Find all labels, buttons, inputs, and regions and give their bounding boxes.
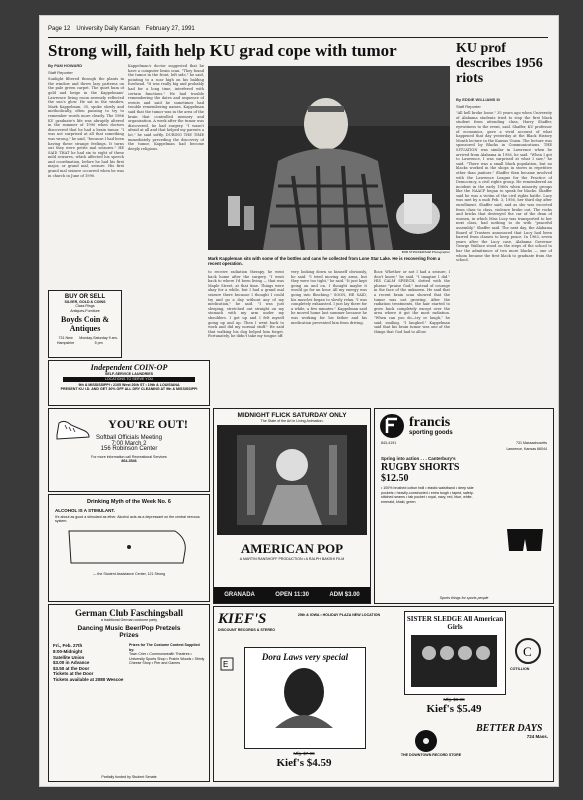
midnight-footer (214, 587, 370, 603)
softball-line3: 156 Robinson Center (100, 446, 158, 453)
francis-product: RUGBY SHORTS (381, 462, 460, 474)
myth-title: Drinking Myth of the Week No. 6 (87, 499, 171, 505)
fasching-sponsors-title: Prizes for The Costume Contest Supplied by: (129, 643, 200, 652)
vinyl-record-icon (414, 729, 438, 753)
fasching-price1: $3.00 in Advance (53, 660, 90, 666)
lead-col-3-text: to receive radiation therapy, he went back home after the surgery. "I went back to where I'd been living — that was Maple Street, at that time. Things were okay for a while, but I had a grand mal seizure there because I thought I could try and go a day without any of my medication," he said. "I was just sleeping, stretched out straight on my stomach with my arm under my shoulders. I got up and I felt myself going up and up. Then I went back to work and did my normal stuff." He said that walking his dog helped him forget. Fortunately, he didn't take my tongue off. (208, 270, 284, 339)
rugby-shorts-icon (505, 527, 545, 553)
lead-col-3 (208, 270, 284, 400)
kiefs-label: COTILLION (510, 667, 530, 671)
softball-line1: Softball Officials Meeting (96, 435, 162, 441)
sneaker-icon (55, 415, 91, 443)
side-byline: By EDDIE WILLIAMS III (456, 98, 500, 102)
midnight-adm: ADM $3.00 (329, 592, 360, 598)
myth-text: It's about as good a stimulant as ether. Alcohol acts as a depressant on the central nervous system. (55, 514, 200, 523)
francis-kind: sporting goods (409, 430, 453, 436)
album2-price: Kief's $5.49 (426, 702, 482, 715)
francis-logo-icon (379, 413, 405, 439)
kiefs-store: KIEF'S (218, 611, 267, 627)
softball-line4: For more information call Recreational Services (91, 454, 167, 459)
side-headline: KU prof describes 1956 riots (456, 41, 543, 86)
svg-text:E: E (223, 660, 229, 669)
photo-credit: BOB STRICKER/Staff Photographer (401, 250, 450, 254)
lead-col-2-text: Kappelman's doctor suggested that he have a computer brain scan. "They found the tumor in the front, left side," he said, pointing to a scar high on his balding forehead. "It was really big and probably had for a long time, interfered with certain functions." He had trouble remembering the dates and sequence of events and said he sometimes had trouble remembering names. Kappelman said that the tumor was in the area of the brain that controlled memory and organization. A week after the tumor was discovered, he had surgery. "I wasn't afraid at all and that helped my parents a lot," he said softly. DURING THE TIME immediately preceding the discovery of the tumor, Kappelman had become deeply religious. (128, 64, 204, 151)
paper-name: University Daily Kansan (76, 26, 140, 32)
page-number: Page 12 (48, 26, 71, 32)
newspaper-page (40, 16, 558, 786)
francis-phone: 843-4191 (381, 441, 397, 445)
myth-claim: ALCOHOL IS A STIMULANT. (55, 508, 115, 513)
ad-kiefs-records (213, 606, 554, 782)
lead-col-1-text: Sunlight filtered through the plants in the window and threw lazy patterns on the pale green carpet. The quiet hum of gold and beige in the Kappelmans' Lawrence living room serenely reflected the sun's glow. He sat in the window, Mark Kappelman, 35, spoke slowly and methodically, often pausing to try to remember words more clearly. The 1986 KU graduate's life was abruptly altered in the summer of 1990 when doctors discovered that he had a brain tumor. "I was not surprised at all that something was wrong," he said, "because I had been having these strange feelings. It turns out they were petite mal seizures." HE SAID THAT he had six to eight of these mild seizures, which affected his speech and coordination, before he had his first major, or grand mal, seizure. His first grand mal seizure occurred when he was in church in June of 1990. (48, 77, 124, 178)
boyds-line4: Antiques-Furniture (70, 308, 100, 313)
lead-col-5-text: floor. Whether or not I had a seizure, I don't know," he said. "I imagine I did." HIS CALM SPEECH, dotted with the phrase "praise God," instead of courage in the face of the unknown. He said that a recent brain scan showed that the tumor was not growing. After the radiation treatments, the hair started to grow back completely except over the area where it got the most radiation. "When can you do—try or laugh," he said, smiling. "I laughed." Kappelman said that his brain tumor was one of the things that God had to allow. (374, 270, 450, 334)
album1-photo (245, 662, 363, 728)
album2-title: SISTER SLEDGE All American Girls (406, 615, 504, 631)
boyds-hours: Monday-Saturday 9 am-5 pm (79, 336, 118, 345)
fasching-date: Fri., Feb. 27th (53, 643, 83, 649)
francis-points: • 100% brushed cotton twill • elastic waistband • deep side pockets • heavily-constructed • extra tough • taped, safety-stitched seams • tab pocket • royal, navy, red, blue, white, emerald, khaki, green (381, 486, 474, 504)
midnight-film: AMERICAN POP (240, 541, 344, 557)
kiefs-tag: DISCOUNT RECORDS & STEREO (218, 628, 276, 632)
movie-poster-image (217, 425, 367, 535)
boyds-address: 731 New Hampshire (56, 336, 75, 345)
midnight-credit: A MARTIN RANSHOFF PRODUCTION • A RALPH BAKSHI FILM (239, 557, 345, 562)
kiefs-downtown: THE DOWNTOWN RECORD STORE (400, 753, 462, 757)
francis-price: $12.50 (381, 473, 409, 485)
kansas-map-image (55, 525, 203, 569)
fasching-tickets: Tickets at the Door (53, 671, 94, 677)
coinop-tag: SELF-SERVICE LAUNDRIES (104, 372, 154, 376)
francis-name: francis (409, 415, 451, 430)
album2-old-price: Mfg. $8.98 (443, 697, 465, 702)
myth-sign: — the Student Assistance Center, 121 Strong (92, 572, 166, 577)
kiefs-location: 25th & IOWA • HOLIDAY PLAZA NEW LOCATION (297, 613, 381, 617)
album2-photo (405, 631, 503, 691)
ad-american-pop (213, 408, 371, 604)
issue-date: February 27, 1991 (145, 26, 195, 32)
francis-city: Lawrence, Kansas 66044 (506, 447, 547, 452)
coinop-promo: PRESENT KU I.D. AND GET 30% OFF ALL DRY CLEANING AT 9th & MISSISSIPPI (60, 387, 198, 392)
coinop-address: 9th & MISSISSIPPI • 2105 West 26th ST • 19th & LOUISIANA (78, 382, 180, 387)
boyds-line3: Class Rings (75, 304, 95, 309)
better-days-address: 724 Mass. (526, 734, 548, 739)
record-label-icon (220, 657, 234, 671)
francis-address: 731 Massachusetts (516, 441, 547, 445)
side-byline-role: Staff Reporter (456, 103, 481, 109)
lead-byline: By PAM HOWARD (48, 64, 83, 68)
ad-german-club (48, 604, 210, 782)
lead-photo (208, 66, 450, 250)
lead-col-2 (128, 64, 204, 288)
ad-boyds-coin (48, 290, 122, 358)
francis-spring: Spring into action . . . Canterbury's (381, 455, 456, 461)
ad-softball-officials (48, 408, 210, 492)
lead-col-4 (291, 270, 367, 400)
ad-francis-sporting-goods (374, 408, 554, 604)
fasching-time: 8:00-Midnight (53, 649, 83, 654)
fasching-price2: $3.50 at the Door (53, 665, 90, 671)
fasching-row: Dancing Music Beer/Pop Pretzels (77, 625, 181, 633)
fasching-sponsors: Town Crier • Commonwealth Theatres • University Sports Shop • Prairie Woods • Stimly Cheese Shop • Pier and Games (129, 652, 205, 666)
photo-caption: Mark Kappleman sits with some of the bottles and cans he collected from Lone Star Lake. He is recovering from a recent operation. (208, 256, 441, 267)
lead-col-5 (374, 270, 450, 400)
fasching-sub: a traditional German costume party (100, 618, 158, 622)
album-cover-1 (244, 647, 366, 749)
album1-old-price: Mfg. $7.98 (293, 751, 315, 756)
midnight-sub: The State of the Art in Living Animation. (260, 419, 324, 423)
svg-text:C: C (523, 644, 532, 659)
lead-byline-role: Staff Reporter (48, 69, 73, 75)
francis-note: Sports things for sports people (439, 595, 489, 600)
softball-phone: 864-3546 (121, 459, 137, 464)
man-portrait-image (208, 66, 450, 250)
cotillion-logo-icon (514, 637, 542, 665)
softball-title: YOU'RE OUT! (108, 417, 188, 431)
fasching-title: German Club Faschingsball (74, 608, 184, 618)
boyds-line1: BUY OR SELL (64, 294, 106, 300)
fasching-place: Satellite Union (53, 654, 85, 660)
side-story-text: "All hell broke loose." 35 years ago when University of Alabama students tried to stop the first black student from attending class, Harry Shaffer, eyewitness to the event, said. Shaffer, KU professor of economics, gave a vivid account of what happened that day yesterday at the Black History Month lecture in the Kansas Union. The lecture was sponsored by Blacks in Communications. THE SITUATION was similar in Lawrence when he arrived from Alabama in 1956, he said. "When I got to Lawrence, I was surprised at what I saw," he said. "There was a small black population, but no blacks worked in the shops in stores in repetitive other than janitors." Shaffer then became involved with the Lawrence League for the Practice of Democracy, a civil rights group. He remembered an incident in the early 1960s when minority groups like the NAACP began to speak for blacks. Shaffer said he was a victim of the civil rights battle. Lucy was met by a mob Feb. 3, 1956, her third day after enrollment. Shaffer said, and as she was escorted from class to class, violence broke out. The rocks and bricks that destroyed the car of the dean of women, in which Miss Lucy was transported to her next class, had nothing to do with "peaceful assembly," Shaffer said. The next day, the Alabama Board of Trustees announced that Lucy had been barred from classes to keep peace. In 1963, seven years after the Lucy case, Alabama Governor George Wallace stood on the steps of the school to bar the admittance of two more blacks — one of whom became the first black to graduate from the school. (456, 111, 552, 263)
coinop-locations: LOCATIONS TO SERVE YOU (63, 377, 195, 381)
ad-coin-op-laundry (48, 360, 210, 406)
midnight-title: MIDNIGHT FLICK SATURDAY ONLY (237, 412, 347, 419)
album1-title: Dora Laws very special (261, 652, 349, 662)
side-story-body (456, 98, 552, 400)
fasching-prizes: Prizes (119, 632, 139, 640)
midnight-open: OPEN 11:30 (275, 592, 309, 598)
fasching-funded: Partially funded by Student Senate (101, 774, 157, 779)
better-days-name: BETTER DAYS (476, 723, 543, 734)
coinop-name: Independent COIN-OP (90, 363, 168, 372)
softball-line2: 7:00 March 2 (111, 440, 147, 447)
lead-col-4-text: very looking down so himself obviously, he said. "I tried moving my arms, but they were too tight," he said. "It just kept going on and on. I thought maybe it would go for an hour. All my energy was going into flinching." SOON, HE SAID, his muscles began to slowly relax. "I was completely exhausted. I just lay there for a while, a few minutes." Kappelman said he moved home last summer because he was working for his father and his medication prevented him from driving. (291, 270, 367, 325)
album1-price: Kief's $4.59 (276, 756, 332, 769)
folio (48, 26, 548, 38)
fasching-avail: Tickets available at 2080 Wescoe (53, 676, 124, 682)
boyds-line2: SILVER, GOLD & COINS (64, 300, 106, 304)
boyds-name: Boyds Coin & Antiques (60, 315, 109, 334)
midnight-theatre: GRANADA (224, 592, 255, 598)
lead-headline: Strong will, faith help KU grad cope with tumor (48, 41, 397, 60)
lead-col-1 (48, 64, 124, 288)
ad-drinking-myth (48, 494, 210, 602)
album-cover-2 (404, 611, 506, 695)
